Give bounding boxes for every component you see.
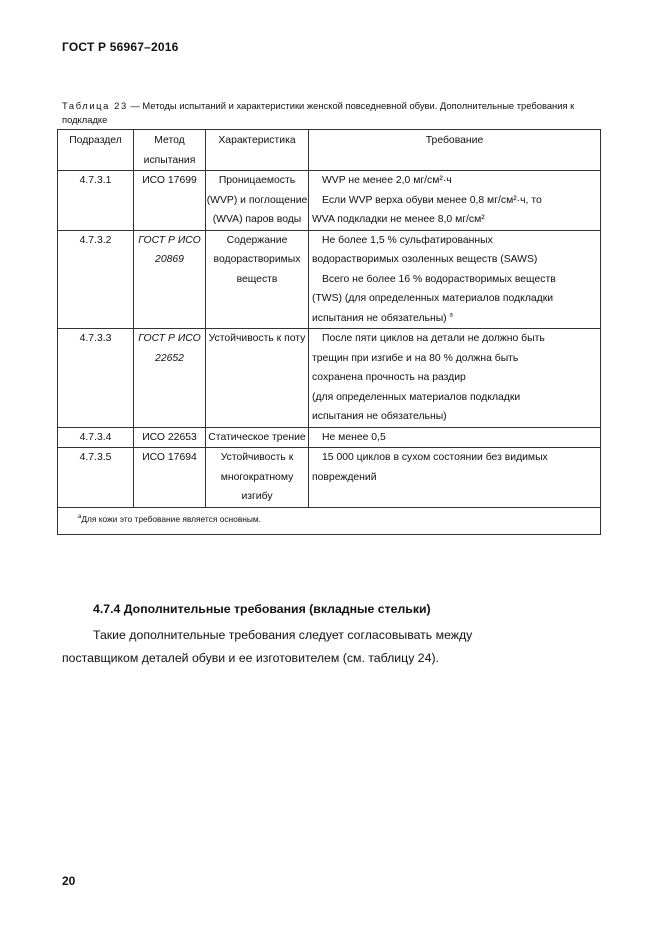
requirement-cell — [309, 230, 601, 329]
column-header-section: Подраздел — [58, 130, 134, 171]
requirement-line: Всего не более 16 % водорастворимых веществ — [322, 273, 556, 285]
requirement-line: испытания не обязательны) — [312, 411, 447, 422]
requirement-line — [312, 309, 596, 329]
requirement-cell — [309, 448, 601, 508]
requirement-line: Не более 1,5 % сульфатированных — [322, 234, 493, 246]
section-cell: 4.7.3.3 — [58, 329, 134, 428]
section-cell: 4.7.3.2 — [58, 230, 134, 329]
table-caption — [62, 99, 602, 127]
requirement-cell — [309, 329, 601, 428]
table-caption-label: Таблица 23 — [62, 100, 128, 111]
characteristic-cell: Статическое трение — [206, 427, 309, 448]
requirement-line: После пяти циклов на детали не должно быть — [322, 333, 545, 344]
column-header-requirement: Требование — [309, 130, 601, 171]
requirement-line: водорастворимых озоленных веществ (SAWS) — [312, 254, 538, 265]
method-cell: ИСО 17699 — [134, 171, 206, 231]
requirement-line: Если WVP верха обуви менее 0,8 мг/см²·ч, то — [322, 194, 542, 206]
requirement-line: (для определенных материалов подкладки — [312, 391, 521, 403]
column-header-method: Метод испытания — [134, 130, 206, 171]
requirement-line: (TWS) (для определенных материалов подкладки — [312, 293, 554, 304]
requirement-line: трещин при изгибе и на 80 % должна быть — [312, 352, 519, 364]
requirement-line: 15 000 циклов в сухом состоянии без видимых — [322, 452, 548, 463]
table-row — [58, 427, 601, 448]
requirement-line: повреждений — [312, 471, 377, 483]
requirements-table — [57, 129, 601, 535]
section-cell: 4.7.3.4 — [58, 427, 134, 448]
table-row — [58, 230, 601, 329]
requirement-text: испытания не обязательны) — [312, 312, 447, 324]
characteristic-cell: Содержание водорастворимых веществ — [206, 230, 309, 329]
requirement-cell — [309, 427, 601, 448]
requirement-line: WVP не менее 2,0 мг/см²·ч — [322, 175, 452, 186]
body-paragraph — [62, 624, 602, 670]
section-cell: 4.7.3.1 — [58, 171, 134, 231]
page-number: 20 — [62, 874, 76, 888]
requirement-line: Не менее 0,5 — [322, 431, 386, 443]
requirement-line: сохранена прочность на раздир — [312, 372, 466, 383]
table-row — [58, 171, 601, 231]
table-header-row — [58, 130, 601, 171]
section-heading: 4.7.4 Дополнительные требования (вкладные стельки) — [93, 602, 431, 616]
column-header-characteristic: Характеристика — [206, 130, 309, 171]
table-footnote-row — [58, 507, 601, 535]
method-cell: ИСО 17694 — [134, 448, 206, 508]
document-code: ГОСТ Р 56967–2016 — [62, 40, 179, 54]
footnote-reference: a — [449, 312, 453, 319]
table-footnote — [58, 507, 601, 535]
paragraph-line: поставщиком деталей обуви и ее изготовителем (см. таблицу 24). — [62, 651, 439, 665]
paragraph-line: Такие дополнительные требования следует согласовывать между — [93, 628, 473, 642]
characteristic-cell: Проницаемость (WVP) и поглощение (WVA) паров воды — [206, 171, 309, 231]
requirement-cell — [309, 171, 601, 231]
method-cell: ГОСТ Р ИСО 20869 — [134, 230, 206, 329]
characteristic-cell: Устойчивость к поту — [206, 329, 309, 428]
method-cell: ИСО 22653 — [134, 427, 206, 448]
requirement-line: WVA подкладки не менее 8,0 мг/см² — [312, 214, 485, 225]
table-caption-text: — Методы испытаний и характеристики женской повседневной обуви. Дополнительные требования к подкладке — [62, 100, 575, 125]
section-cell: 4.7.3.5 — [58, 448, 134, 508]
table-row — [58, 448, 601, 508]
method-cell: ГОСТ Р ИСО 22652 — [134, 329, 206, 428]
footnote-text: Для кожи это требование является основным. — [81, 513, 262, 524]
table-row — [58, 329, 601, 428]
footnote-mark: a — [78, 513, 82, 520]
characteristic-cell: Устойчивость к многократному изгибу — [206, 448, 309, 508]
